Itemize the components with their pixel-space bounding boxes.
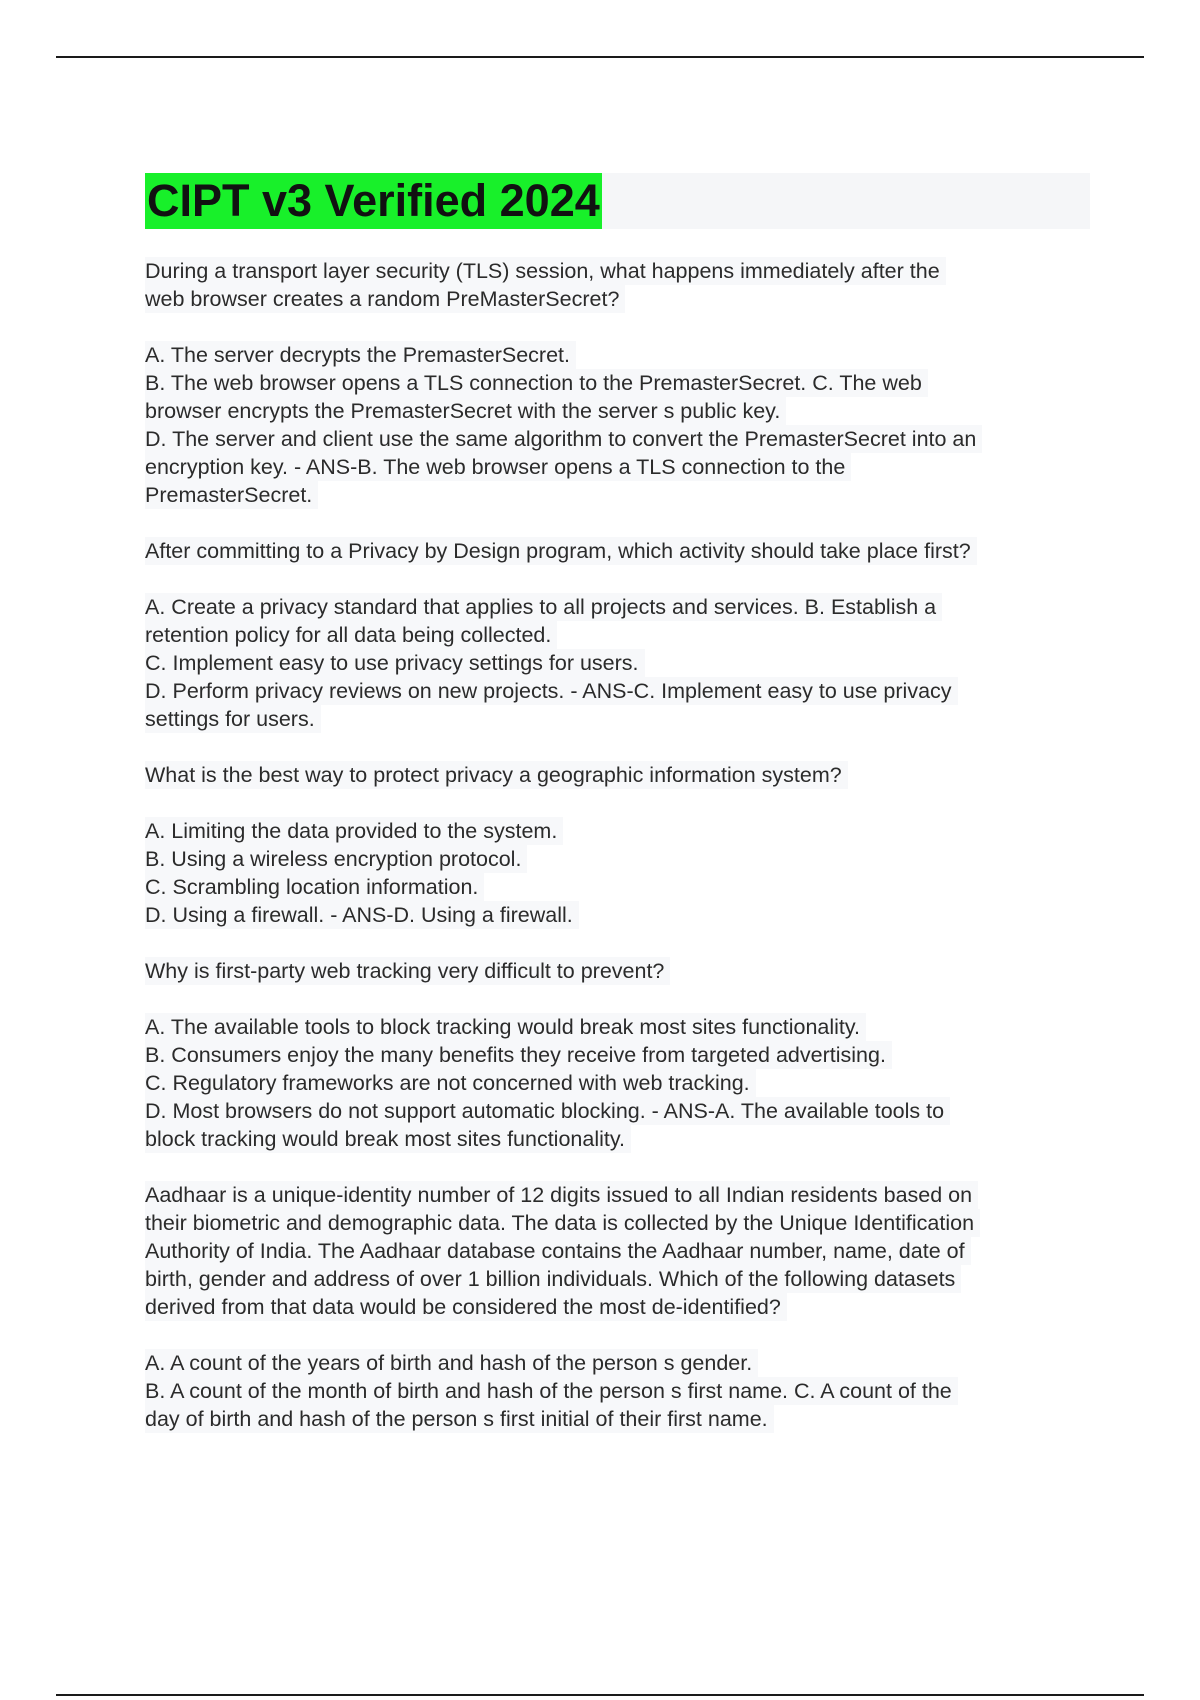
question-blocks (145, 257, 1090, 1433)
text-line (145, 397, 1090, 425)
text-block (145, 593, 1090, 733)
text-line (145, 1181, 1090, 1209)
text-block (145, 957, 1090, 985)
text-line (145, 873, 1090, 901)
text-line (145, 761, 1090, 789)
text-line-content: D. Perform privacy reviews on new projects. - ANS-C. Implement easy to use privacy (145, 677, 958, 705)
text-line-content: After committing to a Privacy by Design program, which activity should take place first? (145, 537, 977, 565)
text-line (145, 845, 1090, 873)
document-body (145, 173, 1090, 1461)
text-line-content: A. The server decrypts the PremasterSecret. (145, 341, 576, 369)
text-line (145, 901, 1090, 929)
text-line-content: What is the best way to protect privacy a geographic information system? (145, 761, 848, 789)
text-line-content: During a transport layer security (TLS) session, what happens immediately after the (145, 257, 946, 285)
text-line (145, 481, 1090, 509)
text-line-content: B. The web browser opens a TLS connection to the PremasterSecret. C. The web (145, 369, 928, 397)
text-line-content: Authority of India. The Aadhaar database contains the Aadhaar number, name, date of (145, 1237, 971, 1265)
text-line-content: encryption key. - ANS-B. The web browser opens a TLS connection to the (145, 453, 851, 481)
text-line (145, 285, 1090, 313)
text-line-content: Why is first-party web tracking very difficult to prevent? (145, 957, 670, 985)
text-line (145, 649, 1090, 677)
text-line (145, 1349, 1090, 1377)
text-line (145, 425, 1090, 453)
text-block (145, 761, 1090, 789)
text-line (145, 1293, 1090, 1321)
text-line-content: B. Consumers enjoy the many benefits they receive from targeted advertising. (145, 1041, 892, 1069)
text-line-content: D. Most browsers do not support automatic blocking. - ANS-A. The available tools to (145, 1097, 950, 1125)
text-line (145, 1041, 1090, 1069)
text-block (145, 1181, 1090, 1321)
text-line (145, 593, 1090, 621)
text-line-content: A. Create a privacy standard that applies to all projects and services. B. Establish a (145, 593, 942, 621)
text-line (145, 537, 1090, 565)
text-line-content: A. A count of the years of birth and hash of the person s gender. (145, 1349, 758, 1377)
text-block (145, 341, 1090, 509)
text-line (145, 957, 1090, 985)
text-line (145, 341, 1090, 369)
text-line-content: derived from that data would be considered the most de-identified? (145, 1293, 787, 1321)
text-line (145, 453, 1090, 481)
text-line-content: their biometric and demographic data. The data is collected by the Unique Identification (145, 1209, 980, 1237)
text-line-content: B. Using a wireless encryption protocol. (145, 845, 527, 873)
text-line-content: A. Limiting the data provided to the system. (145, 817, 563, 845)
title-band (145, 173, 1090, 229)
text-line (145, 1237, 1090, 1265)
text-line (145, 705, 1090, 733)
text-line-content: settings for users. (145, 705, 321, 733)
document-title: CIPT v3 Verified 2024 (145, 173, 602, 229)
text-block (145, 817, 1090, 929)
text-line (145, 1405, 1090, 1433)
text-line-content: day of birth and hash of the person s first initial of their first name. (145, 1405, 774, 1433)
text-line-content: C. Scrambling location information. (145, 873, 484, 901)
text-line (145, 1013, 1090, 1041)
text-line (145, 1125, 1090, 1153)
text-line-content: B. A count of the month of birth and hash of the person s first name. C. A count of the (145, 1377, 958, 1405)
text-line-content: web browser creates a random PreMasterSecret? (145, 285, 625, 313)
text-block (145, 1349, 1090, 1433)
text-line (145, 1209, 1090, 1237)
text-line (145, 1377, 1090, 1405)
text-line (145, 677, 1090, 705)
text-line (145, 257, 1090, 285)
text-line (145, 1069, 1090, 1097)
text-line-content: block tracking would break most sites functionality. (145, 1125, 631, 1153)
footer-rule (56, 1694, 1144, 1696)
text-line-content: browser encrypts the PremasterSecret with the server s public key. (145, 397, 786, 425)
text-line-content: D. The server and client use the same algorithm to convert the PremasterSecret into an (145, 425, 982, 453)
text-block (145, 537, 1090, 565)
text-line-content: birth, gender and address of over 1 billion individuals. Which of the following datasets (145, 1265, 961, 1293)
text-line-content: C. Implement easy to use privacy settings for users. (145, 649, 645, 677)
text-line (145, 621, 1090, 649)
text-line (145, 817, 1090, 845)
text-line-content: A. The available tools to block tracking would break most sites functionality. (145, 1013, 866, 1041)
text-line (145, 369, 1090, 397)
text-line-content: D. Using a firewall. - ANS-D. Using a firewall. (145, 901, 579, 929)
header-rule (56, 56, 1144, 58)
text-block (145, 1013, 1090, 1153)
text-line-content: retention policy for all data being collected. (145, 621, 557, 649)
text-block (145, 257, 1090, 313)
text-line-content: Aadhaar is a unique-identity number of 12 digits issued to all Indian residents based on (145, 1181, 978, 1209)
text-line (145, 1097, 1090, 1125)
text-line-content: PremasterSecret. (145, 481, 318, 509)
text-line (145, 1265, 1090, 1293)
text-line-content: C. Regulatory frameworks are not concerned with web tracking. (145, 1069, 756, 1097)
